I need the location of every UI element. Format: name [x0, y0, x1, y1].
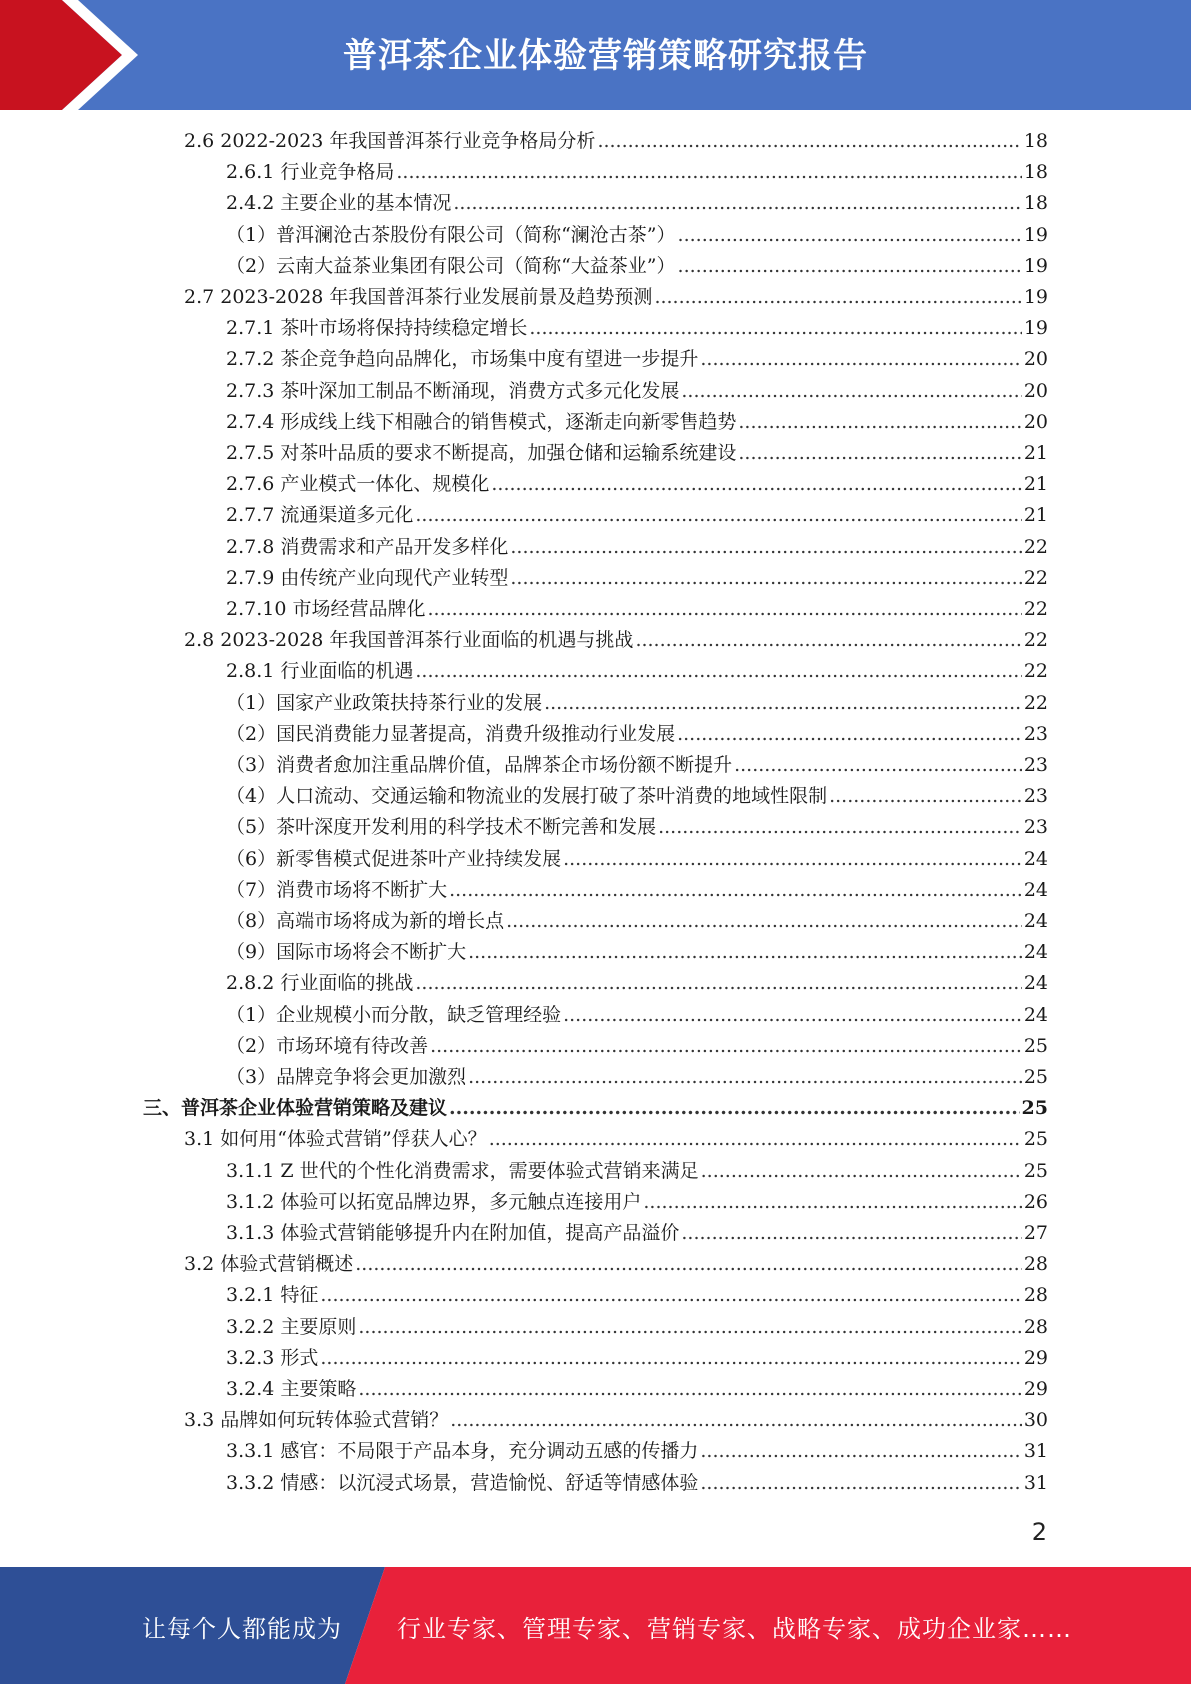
toc-entry[interactable]: [226, 1063, 1048, 1091]
toc-leader-dots: [468, 938, 1022, 966]
toc-entry-label: 2.7.7 流通渠道多元化: [226, 504, 414, 526]
toc-entry[interactable]: [226, 501, 1048, 529]
toc-leader-dots: [491, 470, 1021, 498]
toc-entry-page: 23: [1023, 723, 1048, 745]
toc-leader-dots: [654, 283, 1021, 311]
toc-entry[interactable]: [184, 626, 1048, 654]
footer-slogan-right: 行业专家、管理专家、营销专家、战略专家、成功企业家……: [397, 1615, 1072, 1643]
toc-entry[interactable]: [226, 751, 1048, 779]
toc-entry-page: 20: [1023, 411, 1048, 433]
toc-entry[interactable]: [226, 252, 1048, 280]
toc-entry[interactable]: [184, 1406, 1048, 1434]
toc-entry-page: 28: [1023, 1253, 1048, 1275]
toc-leader-dots: [510, 533, 1021, 561]
toc-entry-page: 28: [1023, 1316, 1048, 1338]
toc-entry-page: 25: [1023, 1035, 1048, 1057]
toc-entry-page: 24: [1023, 1004, 1048, 1026]
toc-entry-label: 2.7.2 茶企竞争趋向品牌化，市场集中度有望进一步提升: [226, 348, 699, 370]
toc-leader-dots: [320, 1281, 1021, 1309]
toc-entry[interactable]: [226, 189, 1048, 217]
toc-entry-label: 3.1.1 Z 世代的个性化消费需求，需要体验式营销来满足: [226, 1160, 699, 1182]
page-header: [0, 0, 1191, 110]
toc-entry[interactable]: [184, 283, 1048, 311]
toc-leader-dots: [415, 501, 1021, 529]
toc-leader-dots: [700, 1469, 1021, 1497]
toc-entry-label: （2）云南大益茶业集团有限公司（简称“大益茶业”）: [226, 255, 676, 277]
toc-entry[interactable]: [226, 938, 1048, 966]
toc-entry-page: 23: [1023, 816, 1048, 838]
toc-entry-label: （9）国际市场将会不断扩大: [226, 941, 467, 963]
toc-leader-dots: [320, 1344, 1021, 1372]
toc-entry-label: 2.7.6 产业模式一体化、规模化: [226, 473, 490, 495]
toc-entry-label: 3.3.2 情感：以沉浸式场景，营造愉悦、舒适等情感体验: [226, 1472, 699, 1494]
toc-leader-dots: [544, 689, 1022, 717]
toc-entry[interactable]: [226, 1437, 1048, 1465]
toc-entry-label: 3.1.2 体验可以拓宽品牌边界，多元触点连接用户: [226, 1191, 642, 1213]
toc-entry-page: 22: [1023, 629, 1048, 651]
toc-entry-page: 29: [1023, 1347, 1048, 1369]
toc-entry-page: 18: [1023, 192, 1048, 214]
toc-entry-label: 三、普洱茶企业体验营销策略及建议: [143, 1097, 448, 1119]
toc-entry[interactable]: [226, 439, 1048, 467]
toc-entry-page: 29: [1023, 1378, 1048, 1400]
toc-leader-dots: [681, 1219, 1021, 1247]
toc-entry[interactable]: [226, 1157, 1048, 1185]
toc-entry[interactable]: [226, 1313, 1048, 1341]
toc-entry-page: 20: [1023, 380, 1048, 402]
toc-entry[interactable]: [226, 1375, 1048, 1403]
toc-entry-page: 22: [1023, 598, 1048, 620]
toc-entry-page: 25: [1021, 1097, 1048, 1119]
toc-entry-label: （7）消费市场将不断扩大: [226, 879, 448, 901]
toc-entry[interactable]: [226, 657, 1048, 685]
toc-entry-label: 2.4.2 主要企业的基本情况: [226, 192, 452, 214]
toc-leader-dots: [700, 1437, 1021, 1465]
toc-leader-dots: [700, 345, 1021, 373]
toc-leader-dots: [415, 657, 1021, 685]
toc-entry[interactable]: [226, 845, 1048, 873]
toc-entry-page: 19: [1023, 317, 1048, 339]
toc-entry-label: 2.7.5 对茶叶品质的要求不断提高，加强仓储和运输系统建设: [226, 442, 737, 464]
toc-leader-dots: [597, 127, 1021, 155]
toc-leader-dots: [701, 1157, 1022, 1185]
toc-entry-label: 3.2.2 主要原则: [226, 1316, 357, 1338]
toc-entry-page: 21: [1023, 504, 1048, 526]
toc-entry-page: 30: [1023, 1409, 1048, 1431]
toc-entry[interactable]: [226, 314, 1048, 342]
toc-leader-dots: [358, 1375, 1021, 1403]
toc-entry-label: （1）企业规模小而分散，缺乏管理经验: [226, 1004, 562, 1026]
toc-entry-label: 2.7.8 消费需求和产品开发多样化: [226, 536, 509, 558]
toc-leader-dots: [430, 1032, 1022, 1060]
toc-leader-dots: [449, 1094, 1020, 1122]
toc-entry-page: 24: [1023, 879, 1048, 901]
toc-entry-page: 19: [1023, 224, 1048, 246]
toc-entry-label: 3.2.4 主要策略: [226, 1378, 357, 1400]
toc-leader-dots: [635, 626, 1021, 654]
toc-entry-page: 26: [1023, 1191, 1048, 1213]
toc-entry[interactable]: [226, 876, 1048, 904]
toc-leader-dots: [563, 845, 1022, 873]
toc-leader-dots: [427, 595, 1021, 623]
toc-entry-page: 19: [1023, 286, 1048, 308]
toc-entry[interactable]: [226, 533, 1048, 561]
toc-entry-label: 2.8.1 行业面临的机遇: [226, 660, 414, 682]
toc-leader-dots: [658, 813, 1022, 841]
toc-entry-label: 2.7.3 茶叶深加工制品不断涌现，消费方式多元化发展: [226, 380, 680, 402]
toc-leader-dots: [738, 408, 1021, 436]
toc-leader-dots: [734, 751, 1022, 779]
toc-entry[interactable]: [226, 689, 1048, 717]
toc-entry-page: 22: [1023, 692, 1048, 714]
toc-entry[interactable]: [226, 1032, 1048, 1060]
toc-entry-page: 31: [1023, 1440, 1048, 1462]
toc-entry[interactable]: [226, 907, 1048, 935]
toc-entry-label: （2）市场环境有待改善: [226, 1035, 429, 1057]
toc-entry[interactable]: [226, 1469, 1048, 1497]
toc-entry-label: 2.7.1 茶叶市场将保持持续稳定增长: [226, 317, 528, 339]
toc-entry-page: 27: [1023, 1222, 1048, 1244]
toc-leader-dots: [506, 907, 1022, 935]
toc-entry[interactable]: [226, 377, 1048, 405]
toc-entry[interactable]: [226, 1344, 1048, 1372]
toc-entry-page: 22: [1023, 536, 1048, 558]
toc-entry-page: 22: [1023, 567, 1048, 589]
toc-entry-page: 22: [1023, 660, 1048, 682]
toc-entry-label: 2.8.2 行业面临的挑战: [226, 972, 414, 994]
toc-entry-page: 25: [1023, 1128, 1048, 1150]
toc-leader-dots: [450, 1406, 1022, 1434]
toc-entry[interactable]: [226, 720, 1048, 748]
toc-entry[interactable]: [226, 813, 1048, 841]
toc-entry-label: （1）国家产业政策扶持茶行业的发展: [226, 692, 543, 714]
toc-entry[interactable]: [226, 1219, 1048, 1247]
toc-entry-page: 24: [1023, 910, 1048, 932]
toc-leader-dots: [453, 189, 1021, 217]
toc-entry-label: 2.6.1 行业竞争格局: [226, 161, 395, 183]
toc-entry[interactable]: [226, 595, 1048, 623]
toc-entry-page: 23: [1023, 785, 1048, 807]
toc-leader-dots: [738, 439, 1021, 467]
toc-entry[interactable]: [184, 1125, 1048, 1153]
page-footer: [0, 1567, 1191, 1684]
toc-entry-label: 3.3 品牌如何玩转体验式营销？: [184, 1409, 449, 1431]
toc-entry-page: 28: [1023, 1284, 1048, 1306]
toc-entry[interactable]: [226, 1281, 1048, 1309]
toc-entry[interactable]: [184, 127, 1048, 155]
report-title: 普洱茶企业体验营销策略研究报告: [343, 36, 868, 76]
toc-entry[interactable]: [226, 782, 1048, 810]
toc-leader-dots: [510, 564, 1021, 592]
toc-entry[interactable]: [226, 1001, 1048, 1029]
toc-leader-dots: [489, 1125, 1022, 1153]
toc-entry-label: （3）品牌竞争将会更加激烈: [226, 1066, 467, 1088]
toc-leader-dots: [415, 969, 1021, 997]
toc-leader-dots: [681, 377, 1021, 405]
toc-leader-dots: [643, 1188, 1021, 1216]
toc-entry[interactable]: [184, 1250, 1048, 1278]
toc-entry-label: 2.7.9 由传统产业向现代产业转型: [226, 567, 509, 589]
toc-entry[interactable]: [226, 221, 1048, 249]
toc-entry[interactable]: [143, 1094, 1048, 1122]
page-number: 2: [1031, 1518, 1047, 1546]
toc-entry[interactable]: [226, 158, 1048, 186]
toc-entry-page: 23: [1023, 754, 1048, 776]
toc-entry-page: 25: [1023, 1066, 1048, 1088]
toc-entry-page: 18: [1023, 161, 1048, 183]
toc-entry-page: 20: [1023, 348, 1048, 370]
toc-leader-dots: [358, 1313, 1021, 1341]
toc-entry-label: 2.7 2023-2028 年我国普洱茶行业发展前景及趋势预测: [184, 286, 653, 308]
toc-entry-label: 3.2.3 形式: [226, 1347, 319, 1369]
toc-leader-dots: [563, 1001, 1022, 1029]
toc-entry-page: 24: [1023, 941, 1048, 963]
toc-entry-page: 21: [1023, 473, 1048, 495]
toc-entry-page: 31: [1023, 1472, 1048, 1494]
toc-entry-label: 3.1.3 体验式营销能够提升内在附加值，提高产品溢价: [226, 1222, 680, 1244]
toc-entry[interactable]: [226, 470, 1048, 498]
toc-leader-dots: [449, 876, 1022, 904]
toc-entry-label: 2.6 2022-2023 年我国普洱茶行业竞争格局分析: [184, 130, 596, 152]
toc-entry-page: 25: [1023, 1160, 1048, 1182]
toc-entry-label: （3）消费者愈加注重品牌价值，品牌茶企市场份额不断提升: [226, 754, 733, 776]
toc-entry-label: 3.1 如何用“体验式营销”俘获人心？: [184, 1128, 487, 1150]
toc-leader-dots: [355, 1250, 1022, 1278]
toc-entry-page: 19: [1023, 255, 1048, 277]
toc-entry-label: 3.2 体验式营销概述: [184, 1253, 354, 1275]
toc-leader-dots: [678, 221, 1022, 249]
toc-entry-label: （6）新零售模式促进茶叶产业持续发展: [226, 848, 562, 870]
toc-entry[interactable]: [226, 1188, 1048, 1216]
toc-entry-page: 24: [1023, 972, 1048, 994]
toc-entry-label: 2.7.10 市场经营品牌化: [226, 598, 426, 620]
toc-leader-dots: [829, 782, 1022, 810]
toc-entry-page: 24: [1023, 848, 1048, 870]
toc-leader-dots: [677, 720, 1022, 748]
toc-leader-dots: [529, 314, 1021, 342]
toc-leader-dots: [678, 252, 1022, 280]
toc-entry-label: （1）普洱澜沧古茶股份有限公司（简称“澜沧古茶”）: [226, 224, 676, 246]
toc-entry-label: 3.3.1 感官：不局限于产品本身，充分调动五感的传播力: [226, 1440, 699, 1462]
toc-entry-label: （2）国民消费能力显著提高，消费升级推动行业发展: [226, 723, 676, 745]
toc-entry-label: （8）高端市场将成为新的增长点: [226, 910, 505, 932]
toc-entry[interactable]: [226, 408, 1048, 436]
toc-entry-label: 2.7.4 形成线上线下相融合的销售模式，逐渐走向新零售趋势: [226, 411, 737, 433]
toc-entry[interactable]: [226, 564, 1048, 592]
toc-entry-label: （4）人口流动、交通运输和物流业的发展打破了茶叶消费的地域性限制: [226, 785, 828, 807]
toc-entry-label: 2.8 2023-2028 年我国普洱茶行业面临的机遇与挑战: [184, 629, 634, 651]
toc-entry[interactable]: [226, 345, 1048, 373]
footer-slogan-left: 让每个人都能成为: [142, 1615, 342, 1643]
toc-entry-page: 21: [1023, 442, 1048, 464]
toc-entry-label: 3.2.1 特征: [226, 1284, 319, 1306]
toc-entry[interactable]: [226, 969, 1048, 997]
toc-leader-dots: [468, 1063, 1022, 1091]
toc-entry-label: （5）茶叶深度开发利用的科学技术不断完善和发展: [226, 816, 657, 838]
toc-leader-dots: [396, 158, 1021, 186]
toc-entry-page: 18: [1023, 130, 1048, 152]
